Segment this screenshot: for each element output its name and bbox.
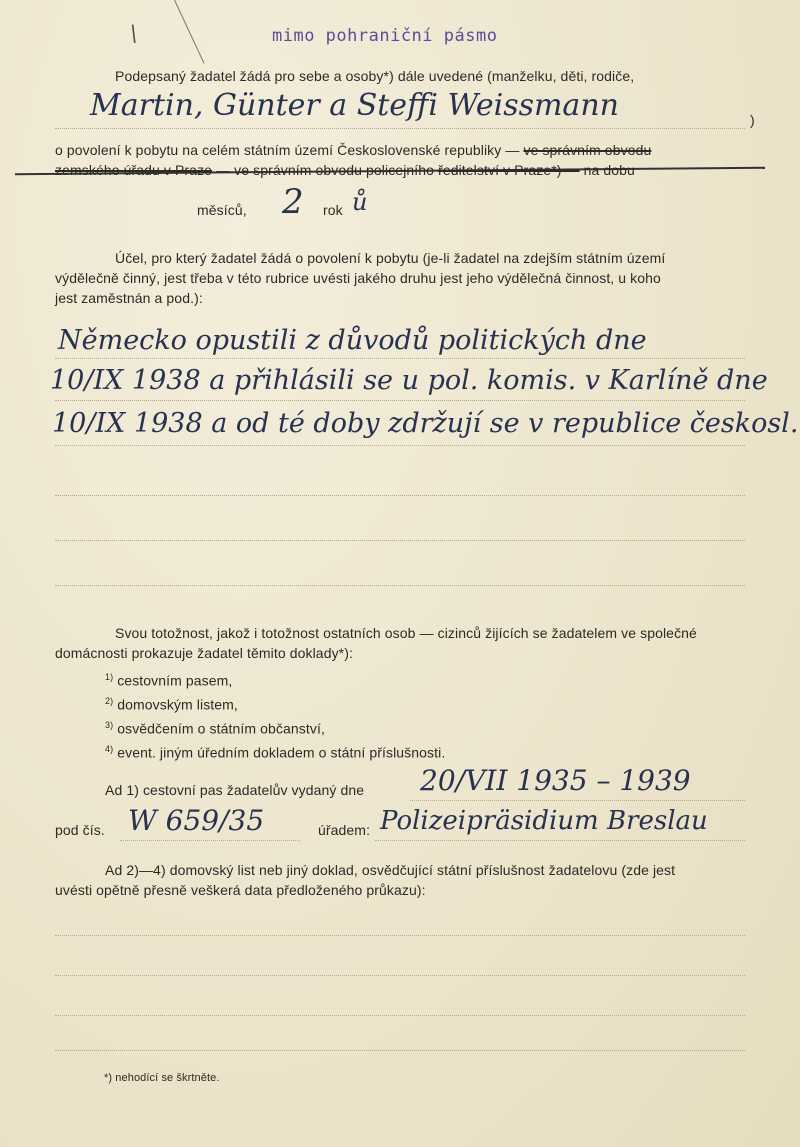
names-handwritten: Martin, Günter a Steffi Weissmann <box>90 88 619 123</box>
ad2-ruled-1 <box>55 935 745 936</box>
doc-item-3-label: osvědčením o státním občanství, <box>117 720 325 737</box>
identity-line-1: Svou totožnost, jakož i totožnost ostatních osob — cizinců žijících se žadatelem ve společné <box>115 625 697 641</box>
pencil-mark-line <box>174 0 204 64</box>
doc-item-1 <box>105 672 232 689</box>
doc-item-4-num: 4) <box>105 744 114 754</box>
pod-cis-label: pod čís. <box>55 822 105 838</box>
closing-paren: ) <box>750 112 755 128</box>
doc-item-3-num: 3) <box>105 720 114 730</box>
uradem-handwritten: Polizeipräsidium Breslau <box>380 806 708 836</box>
purpose-line-ruled-1 <box>55 358 745 359</box>
identity-line-2: domácnosti prokazuje žadatel těmito doklady*): <box>55 645 353 661</box>
doc-item-4 <box>105 744 445 761</box>
purpose-line-3: jest zaměstnán a pod.): <box>55 290 203 306</box>
permit-struck-reditelstvi: ředitelství v Praze*) — <box>438 162 580 178</box>
doc-item-3 <box>105 720 325 737</box>
uradem-line <box>375 840 745 841</box>
permit-struck-zemskeho: zemského úřadu v Praze <box>55 162 213 178</box>
doc-item-4-label: event. jiným úředním dokladem o státní příslušnosti. <box>117 744 446 761</box>
ad2-ruled-4 <box>55 1050 745 1051</box>
purpose-line-2: výdělečně činný, jest třeba v této rubrice uvésti jakého druhu jest jeho výdělečná činnost, u koho <box>55 270 661 286</box>
permit-text-b: — ve správním obvodu policejního <box>216 162 435 178</box>
stamp-mimo-pohranicni-pasmo: mimo pohraniční pásmo <box>272 26 498 46</box>
year-label: rok <box>323 202 343 218</box>
purpose-line-ruled-6 <box>55 585 745 586</box>
pod-cis-line <box>120 840 300 841</box>
ad1-label: Ad 1) cestovní pas žadatelův vydaný dne <box>105 782 365 798</box>
doc-item-2-label: domovským listem, <box>117 696 238 713</box>
names-line <box>55 128 745 129</box>
purpose-line-ruled-3 <box>55 445 745 446</box>
year-value-handwritten: ů <box>352 188 368 216</box>
permit-struck-obvodu: ve správním obvodu <box>523 142 652 158</box>
permit-line-1 <box>55 142 651 158</box>
doc-item-1-num: 1) <box>105 672 114 682</box>
purpose-line-ruled-5 <box>55 540 745 541</box>
purpose-handwritten-3: 10/IX 1938 a od té doby zdržují se v republice českosl. <box>52 408 799 439</box>
footnote: *) nehodící se škrtněte. <box>104 1072 220 1084</box>
ad1-date-handwritten: 20/VII 1935 – 1939 <box>420 764 691 797</box>
doc-item-2-num: 2) <box>105 696 114 706</box>
purpose-line-1: Účel, pro který žadatel žádá o povolení k pobytu (je-li žadatel na zdejším státním území <box>115 250 666 266</box>
ad2-line-1: Ad 2)—4) domovský list neb jiný doklad, osvědčující státní příslušnost žadatelovu (zde jest <box>105 862 676 878</box>
intro-line: Podepsaný žadatel žádá pro sebe a osoby*) dále uvedené (manželku, děti, rodiče, <box>115 68 635 84</box>
purpose-line-ruled-2 <box>55 400 745 401</box>
ad1-date-line <box>410 800 745 801</box>
doc-item-2 <box>105 696 238 713</box>
pod-cis-handwritten: W 659/35 <box>128 804 265 837</box>
ad2-ruled-2 <box>55 975 745 976</box>
uradem-label: úřadem: <box>318 822 371 838</box>
permit-line-2 <box>55 162 635 178</box>
months-label: měsíců, <box>197 202 247 218</box>
pencil-scribble: \ <box>130 22 138 47</box>
doc-item-1-label: cestovním pasem, <box>117 672 233 689</box>
ad2-ruled-3 <box>55 1015 745 1016</box>
permit-text-a: o povolení k pobytu na celém státním území Československé republiky — <box>55 142 520 158</box>
purpose-handwritten-1: Německo opustili z důvodů politických dne <box>58 325 647 356</box>
purpose-line-ruled-4 <box>55 495 745 496</box>
purpose-handwritten-2: 10/IX 1938 a přihlásili se u pol. komis. v Karlíně dne <box>50 365 768 396</box>
months-value-handwritten: 2 <box>282 182 304 222</box>
ad2-line-2: uvésti opětně přesně veškerá data předloženého průkazu): <box>55 882 426 898</box>
permit-text-c: na dobu <box>583 162 635 178</box>
